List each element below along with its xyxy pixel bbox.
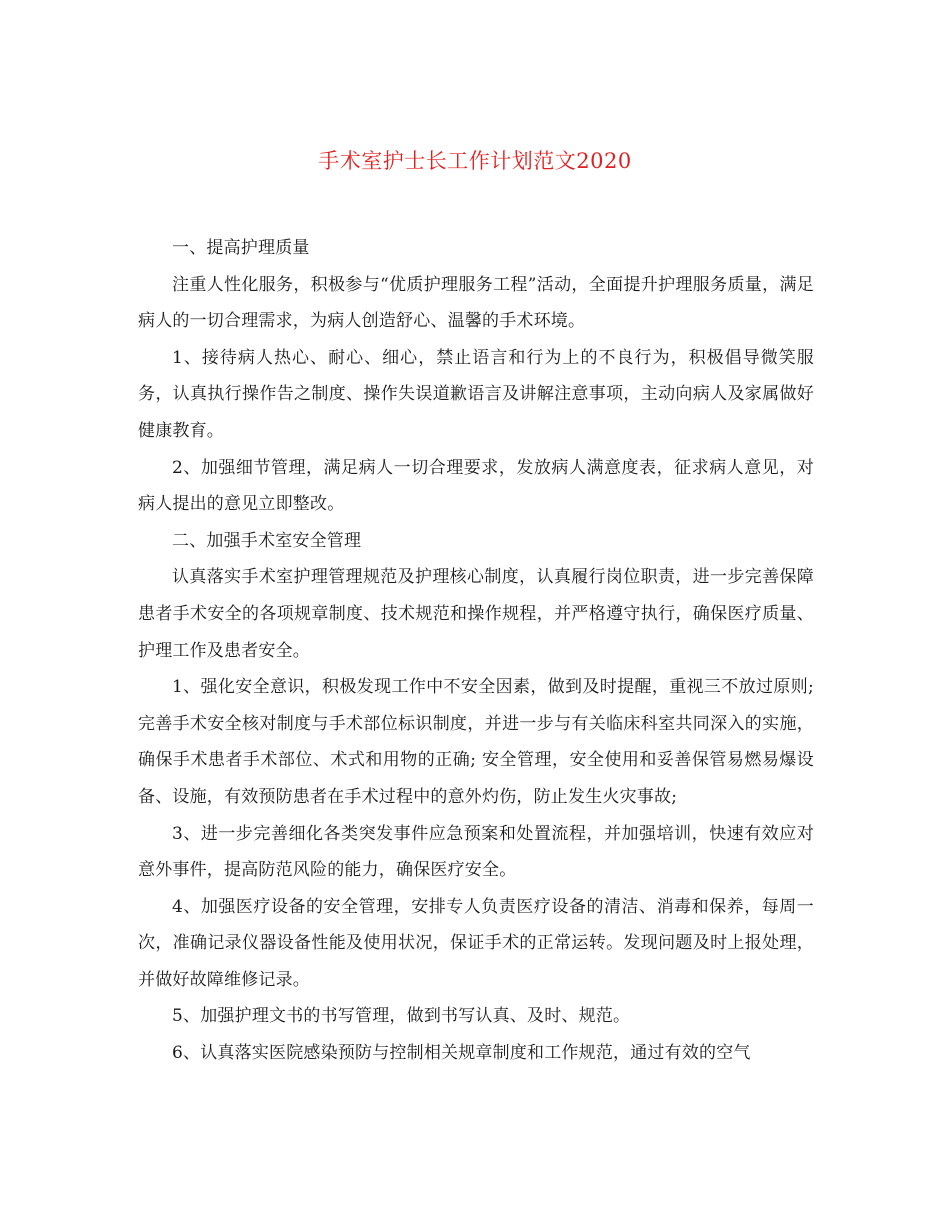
paragraph: 6、认真落实医院感染预防与控制相关规章制度和工作规范，通过有效的空气 bbox=[172, 1043, 751, 1064]
paragraph: 认真落实手术室护理管理规范及护理核心制度，认真履行岗位职责，进一步完善保障患者手术安全的各项规章制度、技术规范和操作规程，并严格遵守执行，确保医疗质量、护理工作及患者安全。 bbox=[138, 567, 814, 661]
paragraph: 1、接待病人热心、耐心、细心，禁止语言和行为上的不良行为，积极倡导微笑服务，认真执行操作告之制度、操作失误道歉语言及讲解注意事项，主动向病人及家属做好健康教育。 bbox=[138, 347, 814, 441]
section-heading-2: 二、加强手术室安全管理 bbox=[172, 530, 362, 551]
document-title: 手术室护士长工作计划范文2020 bbox=[318, 149, 632, 173]
paragraph: 1、强化安全意识，积极发现工作中不安全因素，做到及时提醒，重视三不放过原则;完善手术安全核对制度与手术部位标识制度，并进一步与有关临床科室共同深入的实施，确保手术患者手术部位、术式和用物的正确; 安全管理，安全使用和妥善保管易燃易爆设备、设施，有效预防患者在手术过程中的意外灼伤，防止发生火灾事故; bbox=[138, 677, 814, 807]
paragraph: 3、进一步完善细化各类突发事件应急预案和处置流程，并加强培训，快速有效应对意外事件，提高防范风险的能力，确保医疗安全。 bbox=[138, 823, 814, 881]
paragraph: 2、加强细节管理，满足病人一切合理要求，发放病人满意度表，征求病人意见，对病人提出的意见立即整改。 bbox=[138, 457, 814, 515]
document-body bbox=[138, 230, 814, 1072]
paragraph: 5、加强护理文书的书写管理，做到书写认真、及时、规范。 bbox=[172, 1006, 631, 1027]
paragraph: 4、加强医疗设备的安全管理，安排专人负责医疗设备的清洁、消毒和保养，每周一次，准确记录仪器设备性能及使用状况，保证手术的正常运转。发现问题及时上报处理，并做好故障维修记录。 bbox=[138, 896, 814, 990]
paragraph: 注重人性化服务，积极参与“优质护理服务工程”活动，全面提升护理服务质量，满足病人的一切合理需求，为病人创造舒心、温馨的手术环境。 bbox=[138, 274, 814, 332]
section-heading-1: 一、提高护理质量 bbox=[172, 238, 310, 258]
